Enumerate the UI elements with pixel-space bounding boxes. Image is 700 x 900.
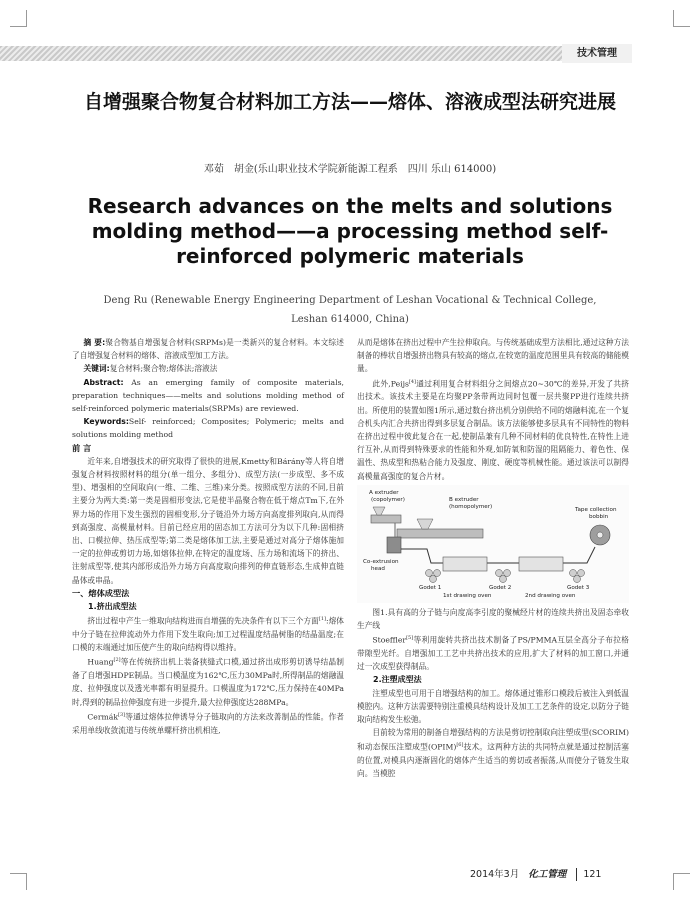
paragraph-injection-2: 目前较为常用的制备自增强结构的方法是剪切控制取向注塑成型(SCORIM)和动态保压注塑成型(OPIM)[6]技术。这两种方法的共同特点就是通过控制活塞的位置,对模具内逐渐固化的熔体产生适当的剪切或者振荡,从而使分子链发生取向。当模腔 <box>357 728 629 779</box>
drawing-oven-2 <box>519 557 563 571</box>
drawing-oven-1 <box>443 557 487 571</box>
paragraph-extrusion-1: 挤出过程中产生一维取向结构进而自增强的先决条件有以下三个方面[1]:熔体中分子链在拉伸流动外力作用下发生取向;加工过程温度结晶树脂的结晶温度;在口模的末端通过加压使产生的取向结构得以维持。 <box>72 616 344 653</box>
figure-label-head: Co-extrusion <box>363 558 399 565</box>
figure-label-head-sub: head <box>371 565 385 572</box>
figure-1-coextrusion-line <box>357 485 629 603</box>
section-1-2-heading: 2.注塑成型法 <box>373 675 422 685</box>
figure-label-extruder-b: B extruder <box>449 496 479 503</box>
extruder-a <box>371 515 401 523</box>
keywords-chinese: 关键词:复合材料;聚合物;熔体法;溶液法 <box>83 364 218 374</box>
authors-english-line2: Leshan 614000, China) <box>291 314 409 325</box>
section-1-1-heading: 1.挤出成型法 <box>88 602 137 612</box>
figure-label-tape: Tape collection <box>575 506 617 513</box>
footer-date: 2014年3月 <box>470 869 520 880</box>
figure-1-diagram <box>357 485 629 603</box>
page-footer <box>470 866 601 881</box>
title-english: Research advances on the melts and solutions molding method——a processing method self-reinforced polymeric materials <box>87 194 613 268</box>
paragraph-injection-1: 注塑成型也可用于自增强结构的加工。熔体通过锥形口模段后被注入到低温模腔内。这种方法需要特别注重模具结构设计及加工工艺条件的设定,以防分子链取向结构发生松弛。 <box>357 688 629 724</box>
crop-mark-top-right <box>673 10 690 27</box>
figure-label-extruder-a-sub: (copolymer) <box>371 496 405 503</box>
figure-label-godet-3: Godet 3 <box>567 584 590 591</box>
paragraph-coextrusion: 此外,Peijs[4]通过利用复合材料组分之间熔点20~30℃的差异,开发了共挤出技术。该技术主要是在均聚PP条带两边同时包覆一层共聚PP进行连续共挤出。所使用的装置如图1所示,通过数台挤出机分别供给不同的熔融料流,在一个复合机头内汇合共挤出得到多层复合制品。该方法能够使多层具有不同特性的物料在挤出过程中彼此复合在一起,使制品兼有几种不同材料的优良特性,在特性上进行互补,从而得到特殊要求的性能和外观,如防氧和防湿的阻隔能力、着色性、保温性、热成型和热粘合能力及强度、刚度、硬度等机械性能。通过该法可以制得高模量高强度的复合片材。 <box>357 378 629 481</box>
footer-divider <box>576 868 577 881</box>
figure-label-extruder-a: A extruder <box>369 489 399 496</box>
authors-chinese: 邓茹 胡金(乐山职业技术学院新能源工程系 四川 乐山 614000) <box>203 164 497 175</box>
keywords-english: Keywords:Self- reinforced; Composites; Polymeric; melts and solutions molding method <box>72 417 344 440</box>
header-band <box>0 46 625 61</box>
figure-label-godet-2: Godet 2 <box>489 584 512 591</box>
title-chinese: 自增强聚合物复合材料加工方法——熔体、溶液成型法研究进展 <box>83 91 616 113</box>
paragraph-continued: 从而是熔体在挤出过程中产生拉伸取向。与传统基础成型方法相比,通过这种方法制备的棒状自增强挤出物具有较高的熔点,在较宽的温度范围里具有较高的储能模量。 <box>357 338 629 374</box>
crop-mark-top-left <box>10 10 27 27</box>
figure-label-extruder-b-sub: (homopolymer) <box>449 503 493 510</box>
figure-label-oven-1: 1st drawing oven <box>443 592 492 599</box>
preface-paragraph: 近年来,自增强技术的研究取得了很快的进展,Kmetty和Bárány等人将自增强复合材料按照材料的组分(单一组分、多组分)、成型方法(一步成型、多不成型)、增强相的空间取向(一维、二维、三维)来分类。按照成型方法的不同,目前主要分为两大类:第一类是固相形变法,它是使半晶聚合物在低于熔点Tm下,在外界力场的作用下发生强烈的固相变形,分子链沿外力场方向高度排列取向,从而得到高强度、高模量材料。目前已经应用的固态加工方法可分为以下几种:固相挤出、口模拉伸、热压成型等;第二类是熔体加工法,主要是通过对高分子熔体施加一定的拉伸或剪切力场,如熔体拉伸,在特定的温度场、压力场和流场下的挤出、注射成型等,使其内部形成沿外力场方向高度取向排列的伸直链形态,生成伸直链晶体或串晶。 <box>72 456 344 585</box>
right-column <box>357 336 629 781</box>
crop-mark-bottom-right <box>673 873 690 890</box>
footer-journal: 化工管理 <box>528 869 567 880</box>
figure-label-tape-sub: bobbin <box>589 513 609 520</box>
figure-label-oven-2: 2nd drawing oven <box>525 592 576 599</box>
abstract-english: Abstract: As an emerging family of composite materials, preparation techniques——melts and solutions molding method of self-reinforced polymeric materials(SRPMs) are reviewed. <box>72 377 344 414</box>
preface-heading: 前 言 <box>72 442 92 453</box>
left-column <box>72 336 344 737</box>
abstract-chinese: 摘 要:聚合物基自增强复合材料(SRPMs)是一类新兴的复合材料。本文综述了自增强复合材料的熔体、溶液成型加工方法。 <box>72 338 344 361</box>
section-1-heading: 一、熔体成型法 <box>72 587 130 598</box>
authors-english-line1: Deng Ru (Renewable Energy Engineering Department of Leshan Vocational & Technical College, <box>103 295 597 306</box>
paragraph-stoeffler: Stoeffler[5]等利用旋转共挤出技术制备了PS/PMMA互层全高分子布拉格带隙型光纤。自增强加工工艺中共挤出技术的应用,扩大了材料的加工窗口,并通过一次成型获得制品。 <box>357 635 629 672</box>
authors-english <box>60 291 640 329</box>
extruder-b <box>397 529 483 538</box>
section-label: 技术管理 <box>562 44 632 63</box>
coextrusion-head <box>387 537 401 553</box>
crop-mark-bottom-left <box>10 873 27 890</box>
page-number: 121 <box>583 869 602 880</box>
paragraph-extrusion-3: Cermák[3]等通过熔体拉伸诱导分子链取向的方法来改善制品的性能。作者采用单线收敛流道与传统单螺杆挤出机相连, <box>72 711 344 735</box>
paragraph-extrusion-2: Huang[2]等在传统挤出机上装备狭缝式口模,通过挤出成形剪切诱导结晶制备了自增强HDPE制品。当口模温度为162℃,压力30MPa时,所得制品的熔融温度、拉伸强度以及透光率都有明显提升。口模温度为172℃,压力保持在40MPa时,得到的制品拉伸强度有进一步提升,最大拉伸强度达288MPa。 <box>72 657 344 707</box>
figure-label-godet-1: Godet 1 <box>419 584 442 591</box>
figure-1-caption: 图1.具有高的分子链与向度高李引度的聚械经片材的连续共挤出及固态牵收生产线 <box>357 607 629 630</box>
